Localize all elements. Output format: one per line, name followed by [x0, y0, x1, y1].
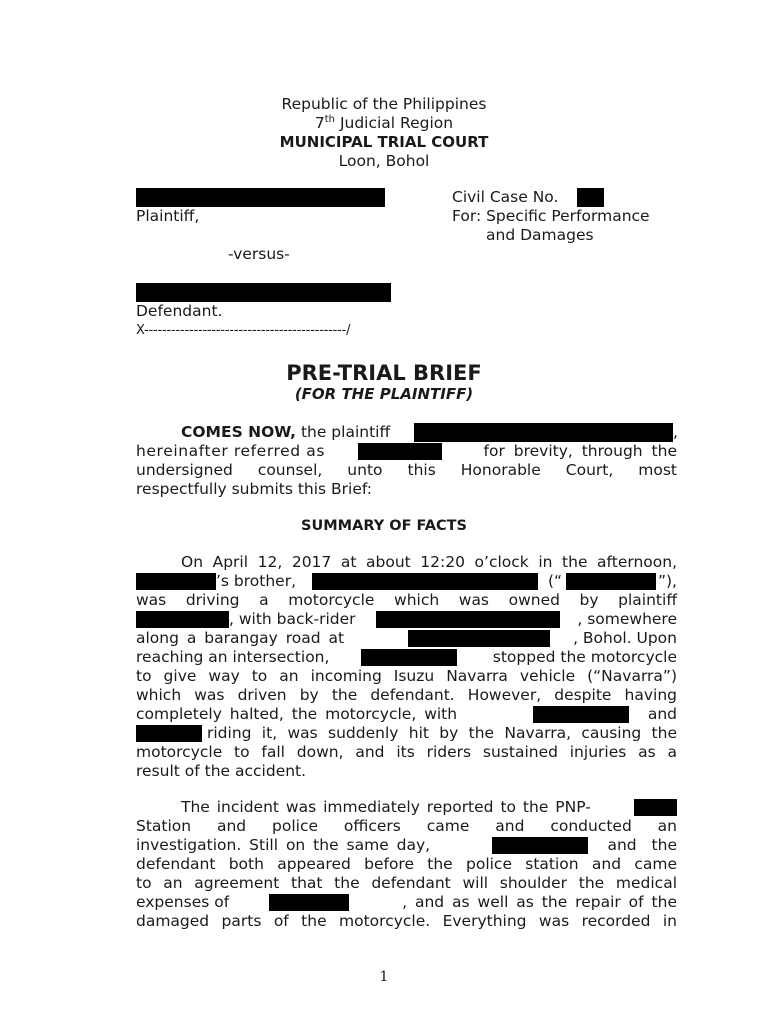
header-location: Loon, Bohol	[338, 152, 430, 170]
redacted-case-number	[577, 188, 604, 207]
comes-now-text: COMES NOW,	[181, 423, 296, 441]
intro-line-2a: hereinafter referred as	[136, 442, 326, 460]
p2-line-5: to an agreement that the defendant will shoulder the medical	[136, 874, 677, 892]
p2-line-4: defendant both appeared before the police station and came	[136, 855, 677, 873]
redacted-expenses-name	[269, 894, 349, 911]
p1-line-8: which was driven by the defendant. However, despite having	[136, 686, 677, 704]
p1-line-2a: ’s brother,	[216, 572, 297, 590]
redacted-driver-ref	[492, 837, 588, 854]
p2-line-6a: expenses of	[136, 893, 230, 911]
defendant-label: Defendant.	[136, 302, 223, 320]
redacted-driver-name	[361, 649, 457, 666]
p2-line-2: Station and police officers came and conducted an	[136, 817, 677, 835]
p1-line-5a: along a barangay road at	[136, 629, 345, 647]
p1-line-7: to give way to an incoming Isuzu Navarra vehicle (“Navarra”)	[136, 667, 677, 685]
p1-line-9a: completely halted, the motorcycle, with	[136, 705, 458, 723]
intro-line-1	[181, 423, 390, 442]
redacted-brother-alias	[566, 573, 656, 590]
redacted-rider-two	[136, 725, 202, 742]
p1-line-6a: reaching an intersection,	[136, 648, 330, 666]
document-title: PRE-TRIAL BRIEF	[286, 361, 482, 385]
p1-line-4b: , somewhere	[577, 610, 677, 628]
p1-line-10-text: riding it, was suddenly hit by the Navarra, causing the	[207, 724, 677, 742]
redacted-location	[408, 630, 550, 647]
header-republic: Republic of the Philippines	[281, 95, 487, 113]
redacted-rider-one	[533, 706, 629, 723]
case-nature-line1: For: Specific Performance	[452, 207, 650, 225]
p2-line-3b: and the	[607, 836, 677, 854]
p1-line-1: On April 12, 2017 at about 12:20 o’clock in the afternoon,	[181, 553, 677, 571]
p2-line-1-text: The incident was immediately reported to the PNP-	[181, 798, 591, 816]
redacted-short-name	[358, 443, 442, 460]
p1-line-2b: (“	[548, 572, 563, 590]
p1-line-12: result of the accident.	[136, 762, 307, 780]
intro-line-4: respectfully submits this Brief:	[136, 480, 373, 498]
redacted-backrider-name	[376, 611, 560, 628]
plaintiff-label: Plaintiff,	[136, 207, 200, 225]
intro-comma: ,	[673, 423, 678, 441]
case-nature-line2: and Damages	[486, 226, 594, 244]
redacted-defendant-name	[136, 283, 391, 302]
case-number-label: Civil Case No.	[452, 188, 559, 206]
page-number: 1	[379, 969, 389, 985]
intro-line-2b: for brevity, through the	[483, 442, 677, 460]
p1-line-3: was driving a motorcycle which was owned by plaintiff	[136, 591, 677, 609]
redacted-pnp-station	[634, 799, 677, 816]
redacted-plaintiff-short	[136, 573, 216, 590]
document-subtitle: (FOR THE PLAINTIFF)	[294, 385, 474, 403]
p1-line-4a: , with back-rider	[229, 610, 356, 628]
intro-plaintiff-text: the plaintiff	[300, 423, 391, 441]
versus-label: -versus-	[228, 245, 290, 263]
redacted-plaintiff-name	[136, 188, 385, 207]
header-region	[0, 114, 768, 133]
p2-line-7: damaged parts of the motorcycle. Everything was recorded in	[136, 912, 677, 930]
header-court: MUNICIPAL TRIAL COURT	[279, 133, 489, 151]
region-number: 7	[314, 114, 325, 132]
region-suffix: th	[324, 113, 336, 125]
p1-line-9b: and	[647, 705, 677, 723]
summary-heading: SUMMARY OF FACTS	[301, 518, 467, 534]
p1-line-5b: , Bohol. Upon	[573, 629, 677, 647]
p2-line-6b: , and as well as the repair of the	[402, 893, 677, 911]
region-text: Judicial Region	[335, 114, 454, 132]
intro-line-3: undersigned counsel, unto this Honorable Court, most	[136, 461, 677, 479]
p2-line-3a: investigation. Still on the same day,	[136, 836, 431, 854]
p1-line-11: motorcycle to fall down, and its riders sustained injuries as a	[136, 743, 677, 761]
p1-line-2c: ”),	[657, 572, 677, 590]
redacted-brother-name	[312, 573, 538, 590]
p1-line-6b: stopped the motorcycle	[492, 648, 677, 666]
redacted-plaintiff-ref	[136, 611, 229, 628]
caption-divider: X---------------------------------------------/	[136, 323, 351, 338]
redacted-plaintiff-full	[414, 423, 673, 442]
